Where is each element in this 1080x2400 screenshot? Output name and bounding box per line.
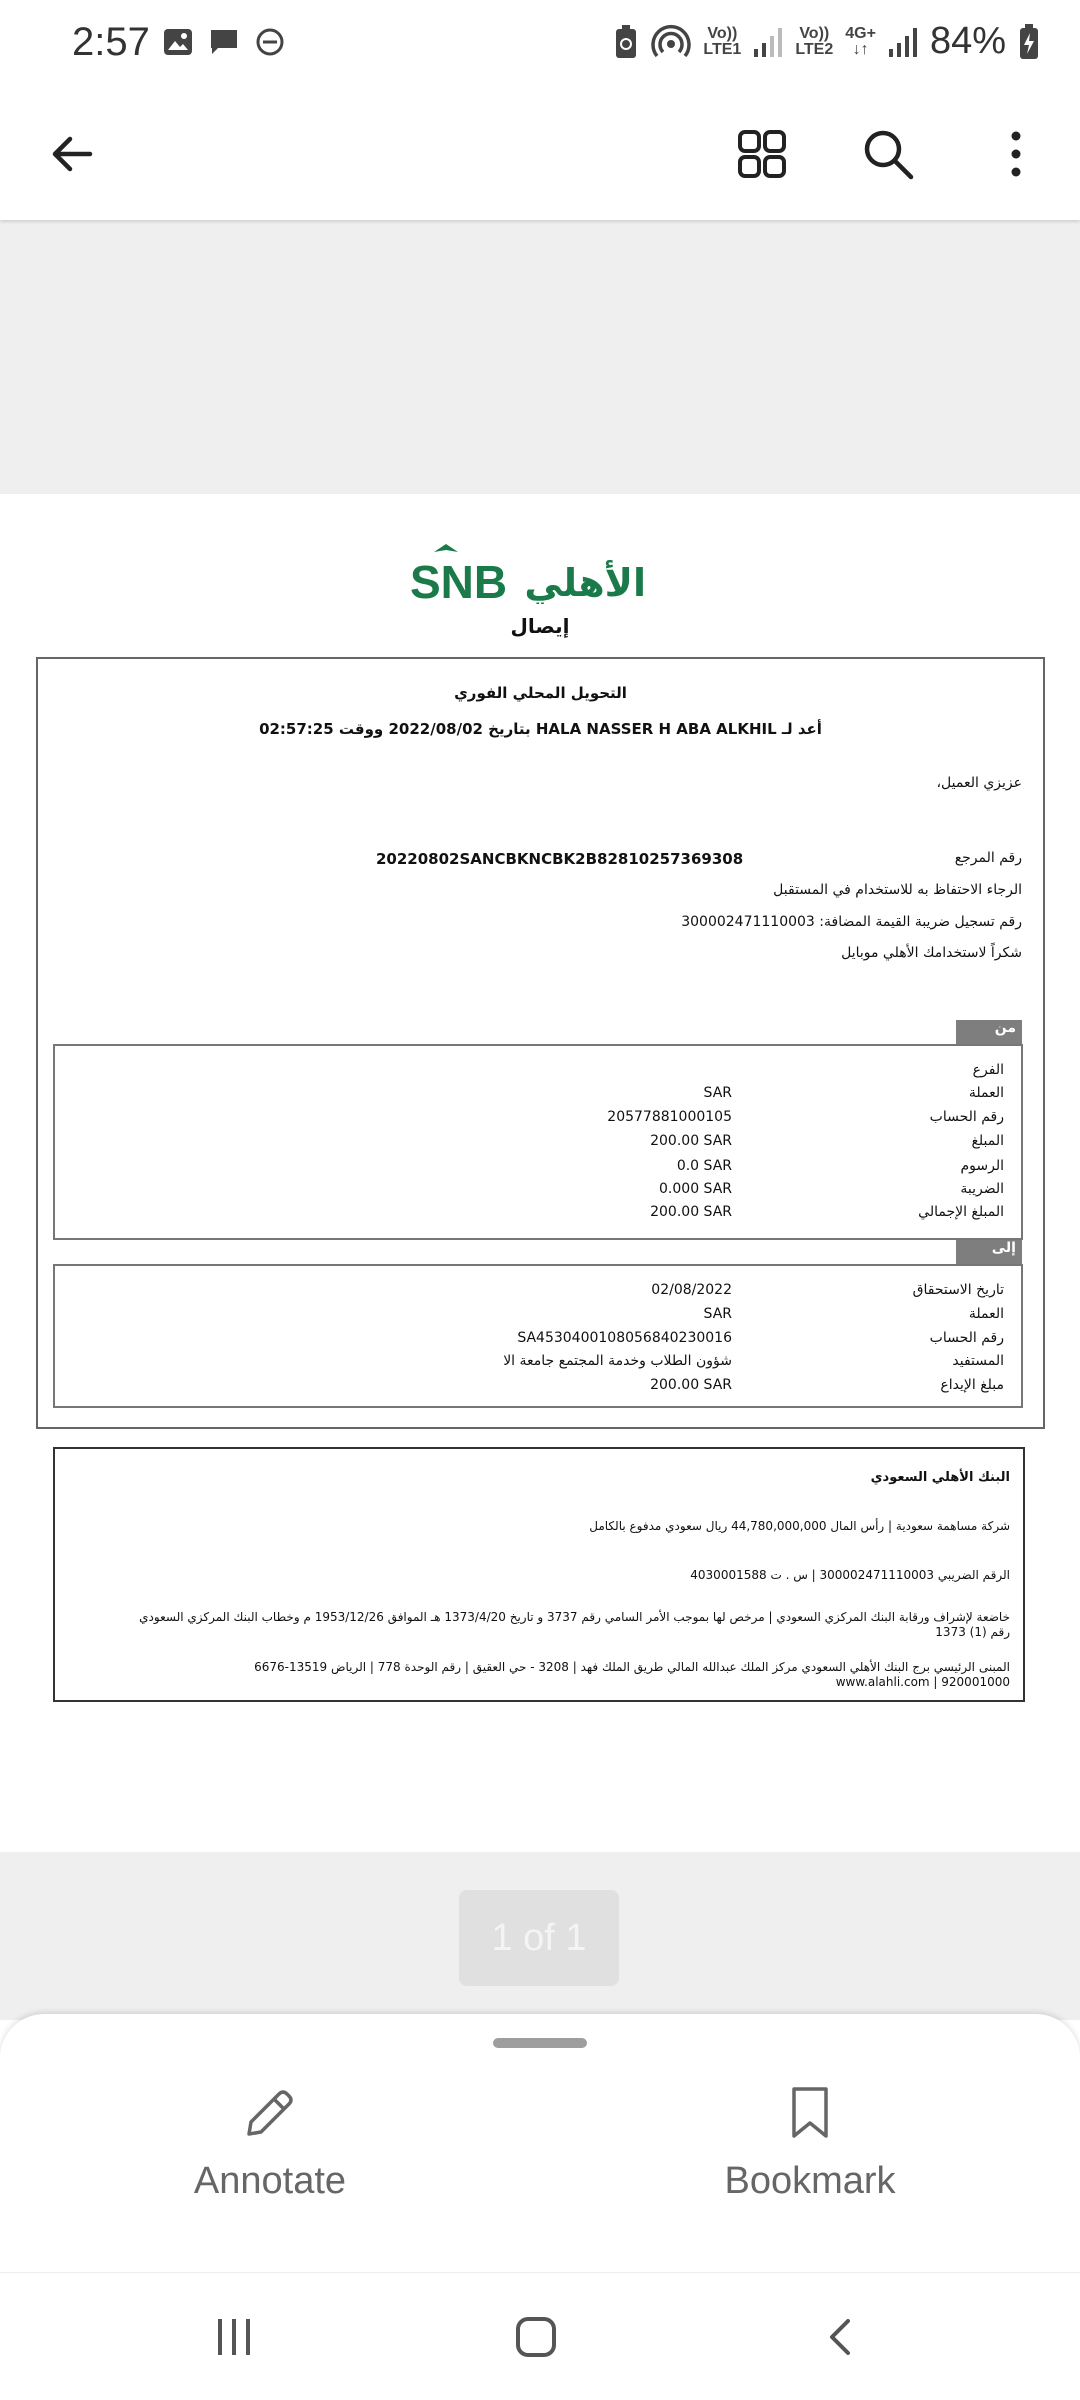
vat-number: رقم تسجيل ضريبة القيمة المضافة: 300002471110003 [681,914,1022,930]
to-section-tab: إلى [956,1240,1022,1264]
footer-regulation-2: رقم (1) 1373 [935,1625,1010,1639]
grid-icon [736,128,788,180]
to-row-value: 200.00 SAR [650,1377,732,1393]
navigation-bar [0,2272,1080,2400]
from-row-label: الضريبة [960,1181,1004,1197]
sim2-top: Vo)) [799,24,830,42]
from-row-label: المبلغ الإجمالي [918,1204,1004,1220]
home-icon [514,2315,558,2359]
notification-icons [162,26,286,58]
footer-bank-name: البنك الأهلي السعودي [870,1470,1010,1485]
annotate-label: Annotate [193,2160,347,2202]
home-button[interactable] [506,2307,566,2367]
to-row-value: 02/08/2022 [651,1282,732,1298]
greeting: عزيزي العميل، [936,775,1022,791]
more-options-button[interactable] [980,118,1052,190]
arrow-left-icon [46,128,98,180]
to-row-value: SAR [703,1306,732,1322]
sheet-handle[interactable] [493,2038,587,2048]
back-button[interactable] [36,118,108,190]
receipt-title: إيصال [510,614,570,638]
signal-2-icon [888,25,918,59]
bookmark-label: Bookmark [724,2160,896,2202]
sim1-top: Vo)) [707,24,738,42]
reference-label: رقم المرجع [954,850,1022,866]
logo-latin: SNB [410,556,508,604]
from-section [53,1044,1023,1240]
from-row-label: رقم الحساب [929,1109,1004,1125]
footer-regulation: خاضعة لإشراف ورقابة البنك المركزي السعودي | مرخص لها بموجب الأمر السامي رقم 3737 و تاريخ 1373/4/20 هـ الموافق 1953/12/26 م وخطاب البنك المركزي السعودي [139,1610,1010,1624]
recents-button[interactable] [204,2307,264,2367]
bottom-sheet [0,2014,1080,2272]
to-row-label: العملة [968,1306,1004,1322]
to-row-value: شؤون الطلاب وخدمة المجتمع جامعة الا [503,1353,732,1369]
to-row-label: رقم الحساب [929,1330,1004,1346]
signal-1-icon [753,25,783,59]
to-row-label: المستفيد [952,1353,1004,1369]
from-section-tab: من [956,1020,1022,1044]
search-icon [861,127,915,181]
reference-value: 20220802SANCBKNCBK2B82810257369308 [376,850,744,868]
from-row-value: 200.00 SAR [650,1204,732,1220]
battery-saver-icon [613,24,639,60]
transfer-type: التحويل المحلي الفوري [454,684,627,702]
recents-icon [212,2315,256,2359]
status-time: 2:57 [72,20,150,64]
sim2-bottom: LTE2 [795,40,834,58]
sim1-bottom: LTE1 [703,40,742,58]
nav-back-icon [818,2315,862,2359]
sim1-indicator [703,26,741,58]
to-row-value: SA4530400108056840230016 [517,1330,732,1346]
to-row-label: مبلغ الإيداع [940,1377,1004,1393]
pencil-icon [241,2084,299,2142]
from-row-value: SAR [703,1085,732,1101]
footer-company: شركة مساهمة سعودية | رأس المال 44,780,000,000 ريال سعودي مدفوع بالكامل [589,1519,1010,1533]
from-row-value: 200.00 SAR [650,1133,732,1149]
gallery-icon [162,26,194,58]
sim2-indicator [795,26,833,58]
from-row-label: العملة [968,1085,1004,1101]
snb-logo [410,540,650,604]
thumbnails-button[interactable] [726,118,798,190]
from-row-label: المبلغ [971,1133,1004,1149]
battery-percent: 84% [929,20,1006,62]
logo-arabic: الأهلي [524,561,646,604]
footer-address: المبنى الرئيسي برج البنك الأهلي السعودي مركز الملك عبدالله المالي طريق الملك فهد | 3208 - حي العقيق | رقم الوحدة 778 | الرياض 13519-6676 [254,1660,1010,1674]
to-row-label: تاريخ الاستحقاق [912,1282,1004,1298]
search-button[interactable] [852,118,924,190]
bookmark-icon [785,2084,835,2142]
thanks-note: شكراً لاستخدامك الأهلي موبايل [841,945,1022,961]
from-row-value: 0.000 SAR [659,1181,732,1197]
status-bar [0,0,1080,88]
network-indicator [845,26,876,58]
annotate-button[interactable] [120,2084,420,2234]
nav-back-button[interactable] [810,2307,870,2367]
from-row-label: الرسوم [960,1158,1004,1174]
data-arrows-icon: ↓↑ [852,40,869,58]
network-type: 4G+ [845,24,876,42]
keep-note: الرجاء الاحتفاظ به للاستخدام في المستقبل [773,882,1022,898]
prepared-for: أعد لـ HALA NASSER H ABA ALKHIL بتاريخ 2022/08/02 ووقت 02:57:25 [259,720,822,738]
bookmark-button[interactable] [660,2084,960,2234]
footer-contact: 920001000 | www.alahli.com [835,1675,1010,1689]
message-icon [208,26,240,58]
more-vert-icon [1006,128,1026,180]
hotspot-icon [651,22,691,62]
status-indicators [613,20,1040,63]
app-bar [0,88,1080,220]
dnd-icon [254,26,286,58]
battery-charging-icon [1018,23,1040,61]
from-row-value: 20577881000105 [607,1109,732,1125]
page-indicator: 1 of 1 [459,1890,619,1986]
footer-tax: الرقم الضريبي 300002471110003 | س . ت 4030001588 [690,1568,1010,1582]
from-row-value: 0.0 SAR [676,1158,732,1174]
from-row-label: الفرع [972,1062,1004,1078]
